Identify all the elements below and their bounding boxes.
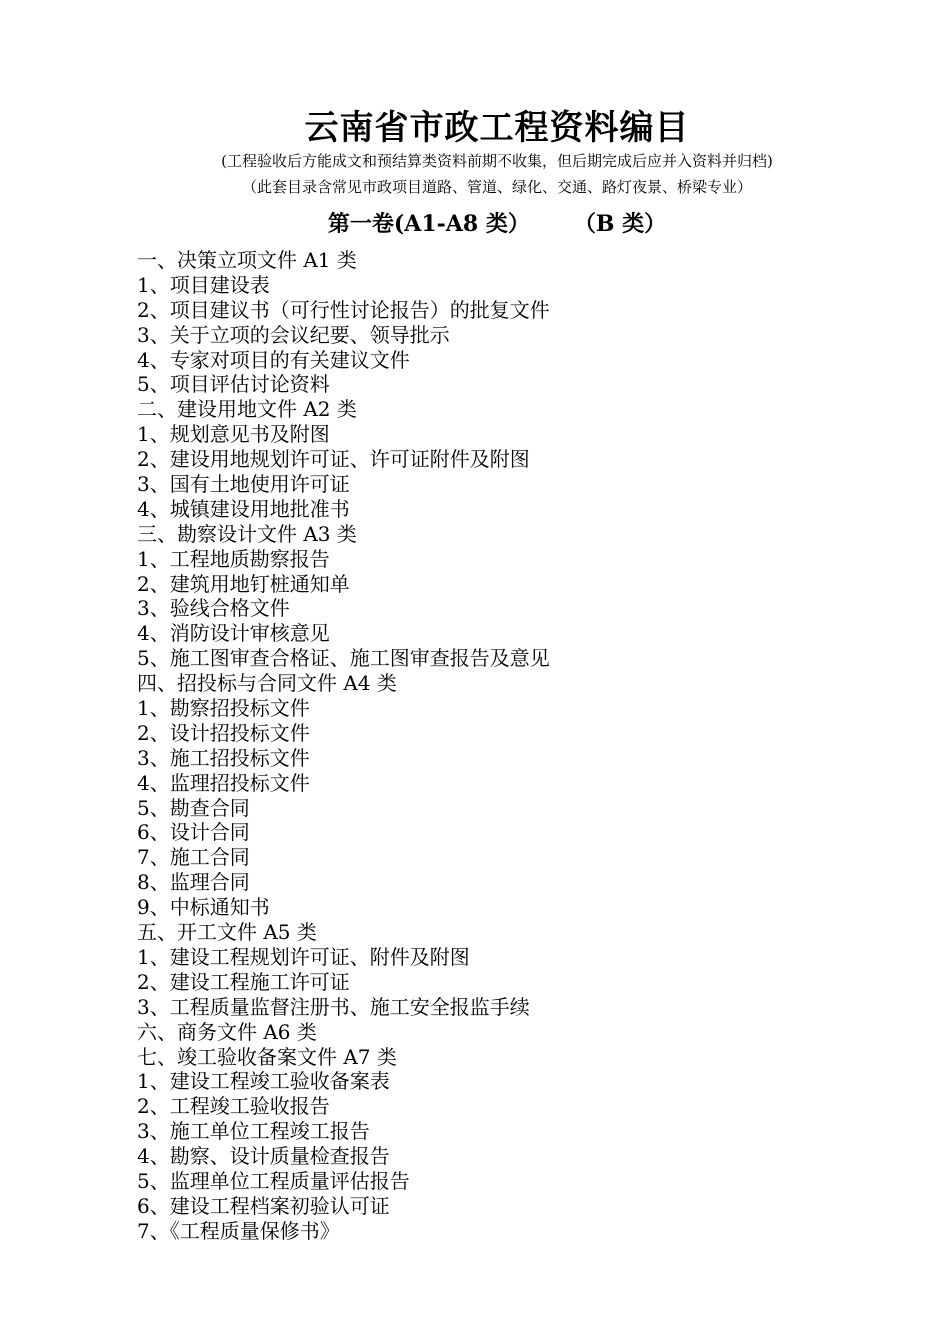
section-heading: 六、商务文件 A6 类 (137, 1019, 317, 1044)
list-item: 3、工程质量监督注册书、施工安全报监手续 (137, 994, 530, 1019)
list-item: 3、验线合格文件 (137, 596, 290, 621)
list-item: 7、施工合同 (137, 845, 250, 870)
list-item: 5、勘查合同 (137, 795, 250, 820)
list-item: 8、监理合同 (137, 870, 250, 895)
volume-heading (22, 207, 950, 238)
list-item: 4、专家对项目的有关建议文件 (137, 347, 410, 372)
list-item: 1、勘察招投标文件 (137, 696, 310, 721)
list-item: 2、建筑用地钉桩通知单 (137, 571, 350, 596)
note-collection: (工程验收后方能成文和预结算类资料前期不收集，但后期完成后应并入资料并归档) (221, 152, 773, 170)
section-heading: 七、竣工验收备案文件 A7 类 (137, 1044, 397, 1069)
list-item: 2、建设工程施工许可证 (137, 969, 350, 994)
list-item: 2、项目建议书（可行性讨论报告）的批复文件 (137, 297, 550, 322)
section-heading: 三、勘察设计文件 A3 类 (137, 521, 357, 546)
list-item: 5、施工图审查合格证、施工图审查报告及意见 (137, 646, 550, 671)
list-item: 6、设计合同 (137, 820, 250, 845)
volume-part-a: 第一卷(A1-A8 类） (327, 211, 530, 237)
list-item: 5、监理单位工程质量评估报告 (137, 1168, 410, 1193)
list-item: 2、工程竣工验收报告 (137, 1094, 330, 1119)
section-heading: 一、决策立项文件 A1 类 (137, 248, 357, 272)
list-item: 5、项目评估讨论资料 (137, 372, 330, 397)
page-title: 云南省市政工程资料编目 (304, 108, 690, 148)
list-item: 4、消防设计审核意见 (137, 621, 330, 646)
list-item: 2、设计招投标文件 (137, 720, 310, 745)
list-item: 1、项目建设表 (137, 272, 270, 297)
section-heading: 二、建设用地文件 A2 类 (137, 397, 357, 422)
volume-part-b: （B 类） (573, 211, 667, 237)
section-heading: 五、开工文件 A5 类 (137, 920, 317, 945)
list-item: 3、关于立项的会议纪要、领导批示 (137, 322, 450, 347)
note-scope: （此套目录含常见市政项目道路、管道、绿化、交通、路灯夜景、桥梁专业） (241, 178, 752, 196)
list-item: 1、规划意见书及附图 (137, 422, 330, 447)
list-item: 4、监理招投标文件 (137, 770, 310, 795)
list-item: 1、建设工程竣工验收备案表 (137, 1069, 390, 1094)
list-item: 1、建设工程规划许可证、附件及附图 (137, 944, 470, 969)
list-item: 3、施工招投标文件 (137, 745, 310, 770)
list-item: 2、建设用地规划许可证、许可证附件及附图 (137, 447, 530, 472)
catalog-list (137, 248, 897, 1244)
list-item: 3、国有土地使用许可证 (137, 472, 350, 497)
list-item: 4、城镇建设用地批准书 (137, 496, 350, 521)
list-item: 6、建设工程档案初验认可证 (137, 1193, 390, 1218)
list-item: 7、《工程质量保修书》 (137, 1218, 340, 1243)
section-heading: 四、招投标与合同文件 A4 类 (137, 671, 397, 696)
list-item: 1、工程地质勘察报告 (137, 546, 330, 571)
list-item: 4、勘察、设计质量检查报告 (137, 1144, 390, 1169)
list-item: 9、中标通知书 (137, 895, 270, 920)
list-item: 3、施工单位工程竣工报告 (137, 1119, 370, 1144)
